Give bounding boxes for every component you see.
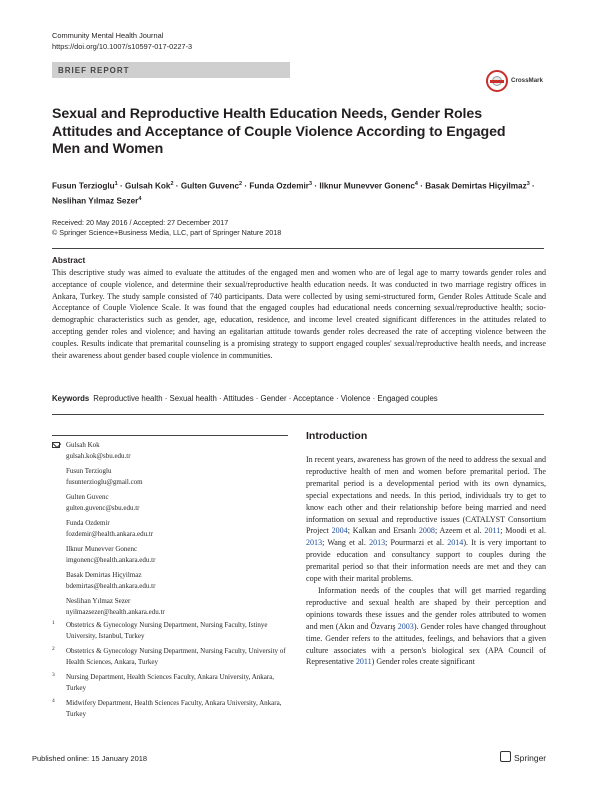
citation-link[interactable]: 2014 <box>447 538 464 548</box>
journal-header <box>52 30 192 52</box>
author-name: Gulsah Kok <box>124 181 171 191</box>
contact-name: Neslihan Yılmaz Sezer <box>66 597 131 605</box>
citation-link[interactable]: 2013 <box>306 538 323 548</box>
contact-entry <box>52 492 288 513</box>
author-name: Basak Demirtas Hiçyilmaz <box>425 181 527 191</box>
intro-text: ; Azeem et al. <box>434 526 485 536</box>
publisher-logo <box>500 751 546 763</box>
contact-name: Gulsah Kok <box>66 441 100 449</box>
article-type-label: BRIEF REPORT <box>58 66 130 75</box>
citation-link[interactable]: 2003 <box>397 621 414 631</box>
affiliation-entry <box>52 620 288 641</box>
author-name: Gulten Guvenc <box>180 181 240 191</box>
divider <box>52 414 544 415</box>
introduction-heading: Introduction <box>306 430 368 442</box>
contact-name: Gulten Guvenc <box>66 493 109 501</box>
crossmark-badge[interactable] <box>486 70 546 96</box>
intro-text: ; Wang et al. <box>322 538 370 548</box>
affiliation-text: Nursing Department, Health Sciences Faculty, Ankara University, Ankara, Turkey <box>66 673 275 692</box>
affiliation-text: Midwifery Department, Health Sciences Faculty, Ankara University, Ankara, Turkey <box>66 699 282 718</box>
affiliation-text: Obstetrics & Gynecology Nursing Department, Nursing Faculty, Istinye University, Istanbul, Turkey <box>66 621 268 640</box>
citation-link[interactable]: 2008 <box>418 526 435 536</box>
divider <box>52 435 288 436</box>
intro-paragraph <box>306 454 546 585</box>
contact-email[interactable]: bdemirtas@health.ankara.edu.tr <box>66 581 156 590</box>
contact-name: Funda Ozdemir <box>66 519 110 527</box>
author-affiliation-mark: 2 <box>170 181 174 187</box>
envelope-icon <box>52 442 60 448</box>
author-name: Funda Ozdemir <box>249 181 309 191</box>
contact-email[interactable]: fozdemir@health.ankara.edu.tr <box>66 529 154 538</box>
crossmark-icon <box>486 70 508 92</box>
affiliation-entry <box>52 698 288 719</box>
abstract-heading: Abstract <box>52 256 86 265</box>
intro-text: Information needs of the couples that will get married regarding reproductive and sexual health are shaped by their perception and opinions towards these issues and the gender roles attributed to women and men (Akın and Özvarış <box>306 585 546 631</box>
contact-entry <box>52 596 288 617</box>
introduction-body <box>306 454 546 668</box>
citation-link[interactable]: 2004 <box>331 526 348 536</box>
affiliation-number: 1 <box>52 620 55 626</box>
intro-paragraph <box>306 585 546 668</box>
keywords <box>52 394 546 403</box>
contact-entry <box>52 466 288 487</box>
author-affiliation-mark: 4 <box>138 195 142 202</box>
keywords-text: Reproductive health · Sexual health · Attitudes · Gender · Acceptance · Violence · Engaged couples <box>93 394 438 403</box>
doi-link[interactable]: https://doi.org/10.1007/s10597-017-0227-3 <box>52 42 193 51</box>
affiliation-number: 4 <box>52 698 55 704</box>
springer-horse-icon <box>500 751 511 762</box>
author-affiliation-mark: 4 <box>414 181 418 187</box>
contact-email[interactable]: gulsah.kok@sbu.edu.tr <box>66 451 131 460</box>
intro-text: ; Kalkan and Ersanlı <box>347 526 419 536</box>
intro-text: ; Moodi et al. <box>500 526 546 536</box>
citation-link[interactable]: 2011 <box>484 526 501 536</box>
copyright-line: © Springer Science+Business Media, LLC, part of Springer Nature 2018 <box>52 228 282 237</box>
citation-link[interactable]: 2013 <box>369 538 386 548</box>
intro-text: ). Gender roles have changed throughout time. Gender refers to the attitudes, feelings, and behaviors that a given culture associates with a person's biological sex (APA Council of Representative <box>306 621 546 667</box>
affiliation-number: 2 <box>52 646 55 652</box>
contact-email[interactable]: fusunterzioglu@gmail.com <box>66 477 143 486</box>
author-affiliation-mark: 1 <box>114 181 118 187</box>
contact-email[interactable]: gulten.guvenc@sbu.edu.tr <box>66 503 140 512</box>
author-contacts <box>52 440 288 622</box>
affiliation-entry <box>52 646 288 667</box>
intro-text: ) Gender roles create significant <box>371 657 475 667</box>
author-name: Fusun Terzioglu <box>52 181 115 191</box>
affiliations <box>52 620 288 724</box>
author-list: Fusun Terzioglu$^1$ · Gulsah Kok$^2$ · Gulten Guvenc$^2$ · Funda Ozdemir$^3$ · Ilknur Munevver Gonenc$^4$ · Basak Demirtas Hiçyilmaz$^3$ · Neslihan Yılmaz Sezer$^4$ <box>52 181 535 206</box>
divider <box>52 248 544 249</box>
contact-name: Basak Demirtas Hiçyilmaz <box>66 571 142 579</box>
contact-name: Fusun Terzioglu <box>66 467 112 475</box>
contact-entry <box>52 544 288 565</box>
keywords-label: Keywords <box>52 394 90 403</box>
contact-name: Ilknur Munevver Gonenc <box>66 545 138 553</box>
intro-text: ). It is very important to provide education and consultancy support to couples during the premarital period so that their information needs are met and they can cope with their marital problems. <box>306 538 546 584</box>
author-affiliation-mark: 3 <box>308 181 313 187</box>
contact-email[interactable]: nyilmazsezer@health.ankara.edu.tr <box>66 607 165 616</box>
journal-name: Community Mental Health Journal <box>52 31 164 40</box>
author-name: Neslihan Yılmaz Sezer <box>52 196 139 206</box>
publisher-name: Springer <box>514 753 547 763</box>
intro-text: In recent years, awareness has grown of the need to address the sexual and reproductive health of men and women before premarital period. The premarital period is a developmental period with its own dynamics, special expectations and needs. In this period, individuals try to get to know each other and their relationship before being married and need information on sexual and reproductive issues (CATALYST Consortium Project <box>306 455 546 536</box>
contact-entry <box>52 518 288 539</box>
author-name: Ilknur Munevver Gonenc <box>319 181 415 191</box>
crossmark-label: CrossMark <box>511 77 543 84</box>
article-title: Sexual and Reproductive Health Education Needs, Gender Roles Attitudes and Acceptance of Couple Violence According to Engaged Men and Women <box>52 106 506 157</box>
affiliation-number: 3 <box>52 672 55 678</box>
author-affiliation-mark: 2 <box>239 181 243 187</box>
citation-link[interactable]: 2011 <box>355 657 372 667</box>
contact-entry <box>52 570 288 591</box>
author-affiliation-mark: 3 <box>526 181 530 187</box>
contact-entry <box>52 440 288 461</box>
article-dates <box>52 218 281 238</box>
abstract-text: This descriptive study was aimed to evaluate the attitudes of the engaged men and women who are of legal age to marry towards gender roles and acceptance of couple violence, and determine their sexual/reproductive health education needs. It was conducted in two marriage registry offices in Ankara, Turkey. The study sample consisted of 740 participants. Data were collected by using semi-structured form, Gender Roles Attitude Scale and Acceptance of Couple Violence Scale. It was found that the engaged couples had educational needs concerning sexual/reproductive health; socio-demographic characteristics such as gender, age, education, residence, and income level created significant differences in the attitudes related to accepting gender roles and violence; and having an egalitarian attitude towards gender roles decreased the rate of accepting violence between the couples. Results indicate that premarital counseling is a promising strategy to support engaged couples' sexual/reproductive health needs, and increase their awareness about gender based couple violence in communities. <box>52 268 546 360</box>
published-online: Published online: 15 January 2018 <box>32 754 148 763</box>
received-accepted: Received: 20 May 2016 / Accepted: 27 December 2017 <box>52 218 229 227</box>
affiliation-text: Obstetrics & Gynecology Nursing Department, Nursing Faculty, University of Health Sciences, Ankara, Turkey <box>66 647 286 666</box>
intro-text: ; Pourmarzi et al. <box>385 538 448 548</box>
contact-email[interactable]: imgonenc@health.ankara.edu.tr <box>66 555 156 564</box>
affiliation-entry <box>52 672 288 693</box>
